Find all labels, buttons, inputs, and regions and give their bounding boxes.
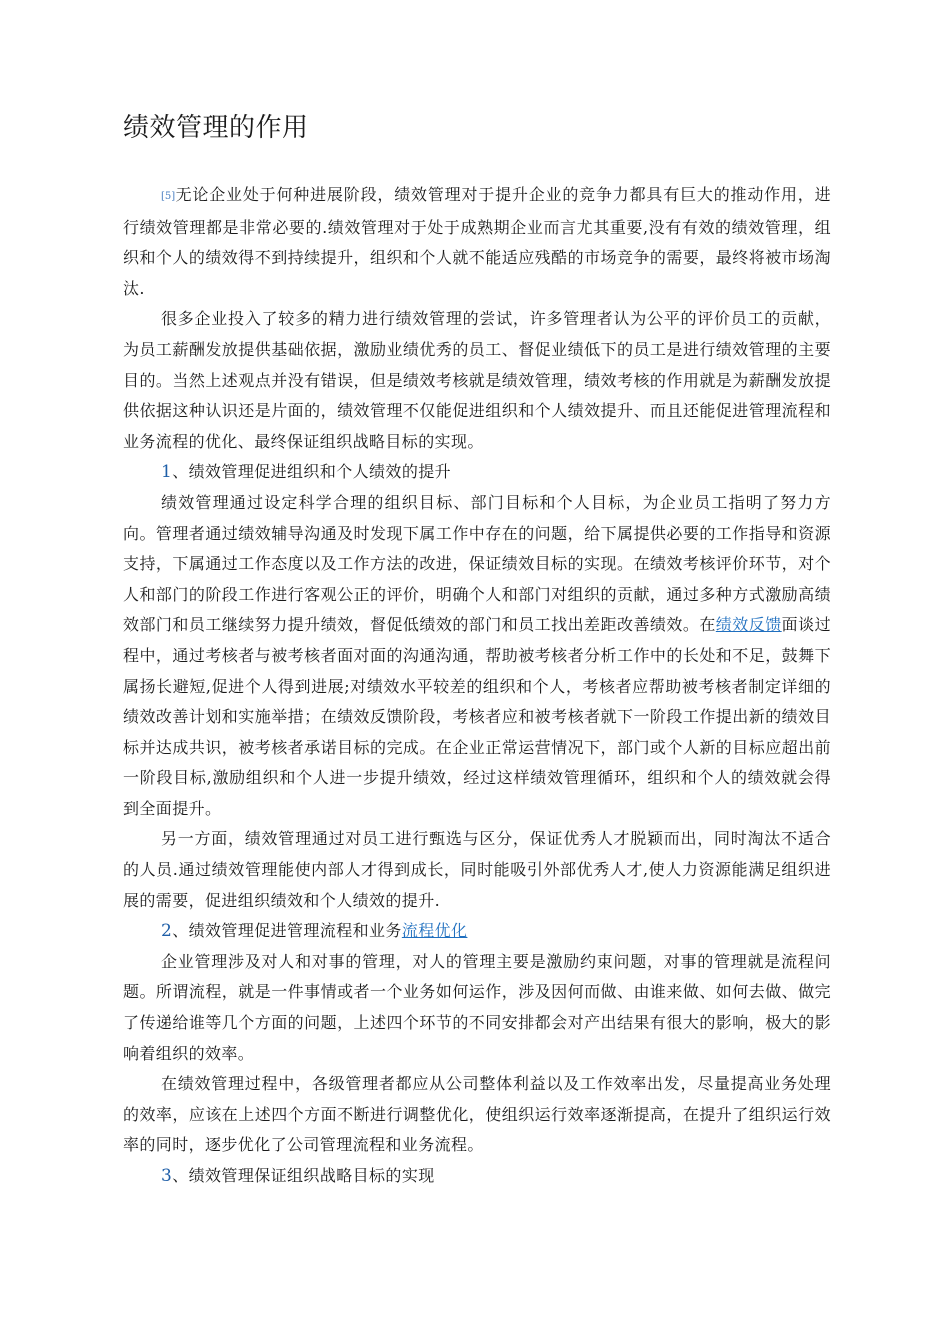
paragraph-performance-text-a: 绩效管理通过设定科学合理的组织目标、部门目标和个人目标，为企业员工指明了努力方向。管理者通过绩效辅导沟通及时发现下属工作中存在的问题，给下属提供必要的工作指导和资源支持，下属通过工作态度以及工作方法的改进，保证绩效目标的实现。在绩效考核评价环节，对个人和部门的阶段工作进行客观公正的评价，明确个人和部门对组织的贡献，通过多种方式激励高绩效部门和员工继续努力提升绩效，督促低绩效的部门和员工找出差距改善绩效。在	[123, 492, 831, 635]
paragraph-efficiency: 在绩效管理过程中，各级管理者都应从公司整体利益以及工作效率出发，尽量提高业务处理的效率，应该在上述四个方面不断进行调整优化，使组织运行效率逐渐提高，在提升了组织运行效率的同时，逐步优化了公司管理流程和业务流程。	[123, 1074, 831, 1155]
section-heading-3	[123, 1161, 831, 1192]
document-title: 绩效管理的作用	[123, 113, 309, 143]
paragraph-talent: 另一方面，绩效管理通过对员工进行甄选与区分，保证优秀人才脱颖而出，同时淘汰不适合的人员.通过绩效管理能使内部人才得到成长，同时能吸引外部优秀人才,使人力资源能满足组织进展的需要，促进组织绩效和个人绩效的提升.	[123, 829, 831, 910]
performance-feedback-link[interactable]: 绩效反馈	[715, 615, 782, 635]
paragraph-purpose: 很多企业投入了较多的精力进行绩效管理的尝试，许多管理者认为公平的评价员工的贡献，为员工薪酬发放提供基础依据，激励业绩优秀的员工、督促业绩低下的员工是进行绩效管理的主要目的。当然上述观点并没有错误，但是绩效考核就是绩效管理，绩效考核的作用就是为薪酬发放提供依据这种认识还是片面的，绩效管理不仅能促进组织和个人绩效提升、而且还能促进管理流程和业务流程的优化、最终保证组织战略目标的实现。	[123, 309, 831, 451]
section-number-2: 2	[161, 921, 173, 942]
section-heading-1-text: 、绩效管理促进组织和个人绩效的提升	[172, 462, 452, 482]
paragraph-intro-text: 无论企业处于何种进展阶段，绩效管理对于提升企业的竞争力都具有巨大的推动作用，进行绩效管理都是非常必要的.绩效管理对于处于成熟期企业而言尤其重要,没有有效的绩效管理，组织和个人的绩效得不到持续提升，组织和个人就不能适应残酷的市场竞争的需要，最终将被市场淘汰.	[123, 185, 831, 298]
paragraph-intro	[123, 180, 831, 304]
section-heading-1	[123, 457, 831, 488]
section-number-1: 1	[161, 462, 173, 483]
section-number-3: 3	[161, 1166, 173, 1186]
document-page	[123, 108, 831, 1192]
section-heading-3-text: 、绩效管理保证组织战略目标的实现	[172, 1166, 435, 1185]
process-optimization-link[interactable]: 流程优化	[401, 921, 468, 941]
paragraph-performance	[123, 488, 831, 825]
citation-reference[interactable]: [5]	[161, 191, 176, 202]
paragraph-performance-text-b: 面谈过程中，通过考核者与被考核者面对面的沟通沟通，帮助被考核者分析工作中的长处和不足，鼓舞下属扬长避短,促进个人得到进展;对绩效水平较差的组织和个人，考核者应帮助被考核者制定详细的绩效改善计划和实施举措；在绩效反馈阶段，考核者应和被考核者就下一阶段工作提出新的绩效目标并达成共识，被考核者承诺目标的完成。在企业正常运营情况下，部门或个人新的目标应超出前一阶段目标,激励组织和个人进一步提升绩效，经过这样绩效管理循环，组织和个人的绩效就会得到全面提升。	[123, 615, 832, 818]
section-heading-2-text: 、绩效管理促进管理流程和业务	[172, 921, 402, 941]
paragraph-process: 企业管理涉及对人和对事的管理，对人的管理主要是激励约束问题，对事的管理就是流程问题。所谓流程，就是一件事情或者一个业务如何运作，涉及因何而做、由谁来做、如何去做、做完了传递给谁等几个方面的问题，上述四个环节的不同安排都会对产出结果有很大的影响，极大的影响着组织的效率。	[123, 951, 831, 1063]
section-heading-2	[123, 916, 831, 947]
